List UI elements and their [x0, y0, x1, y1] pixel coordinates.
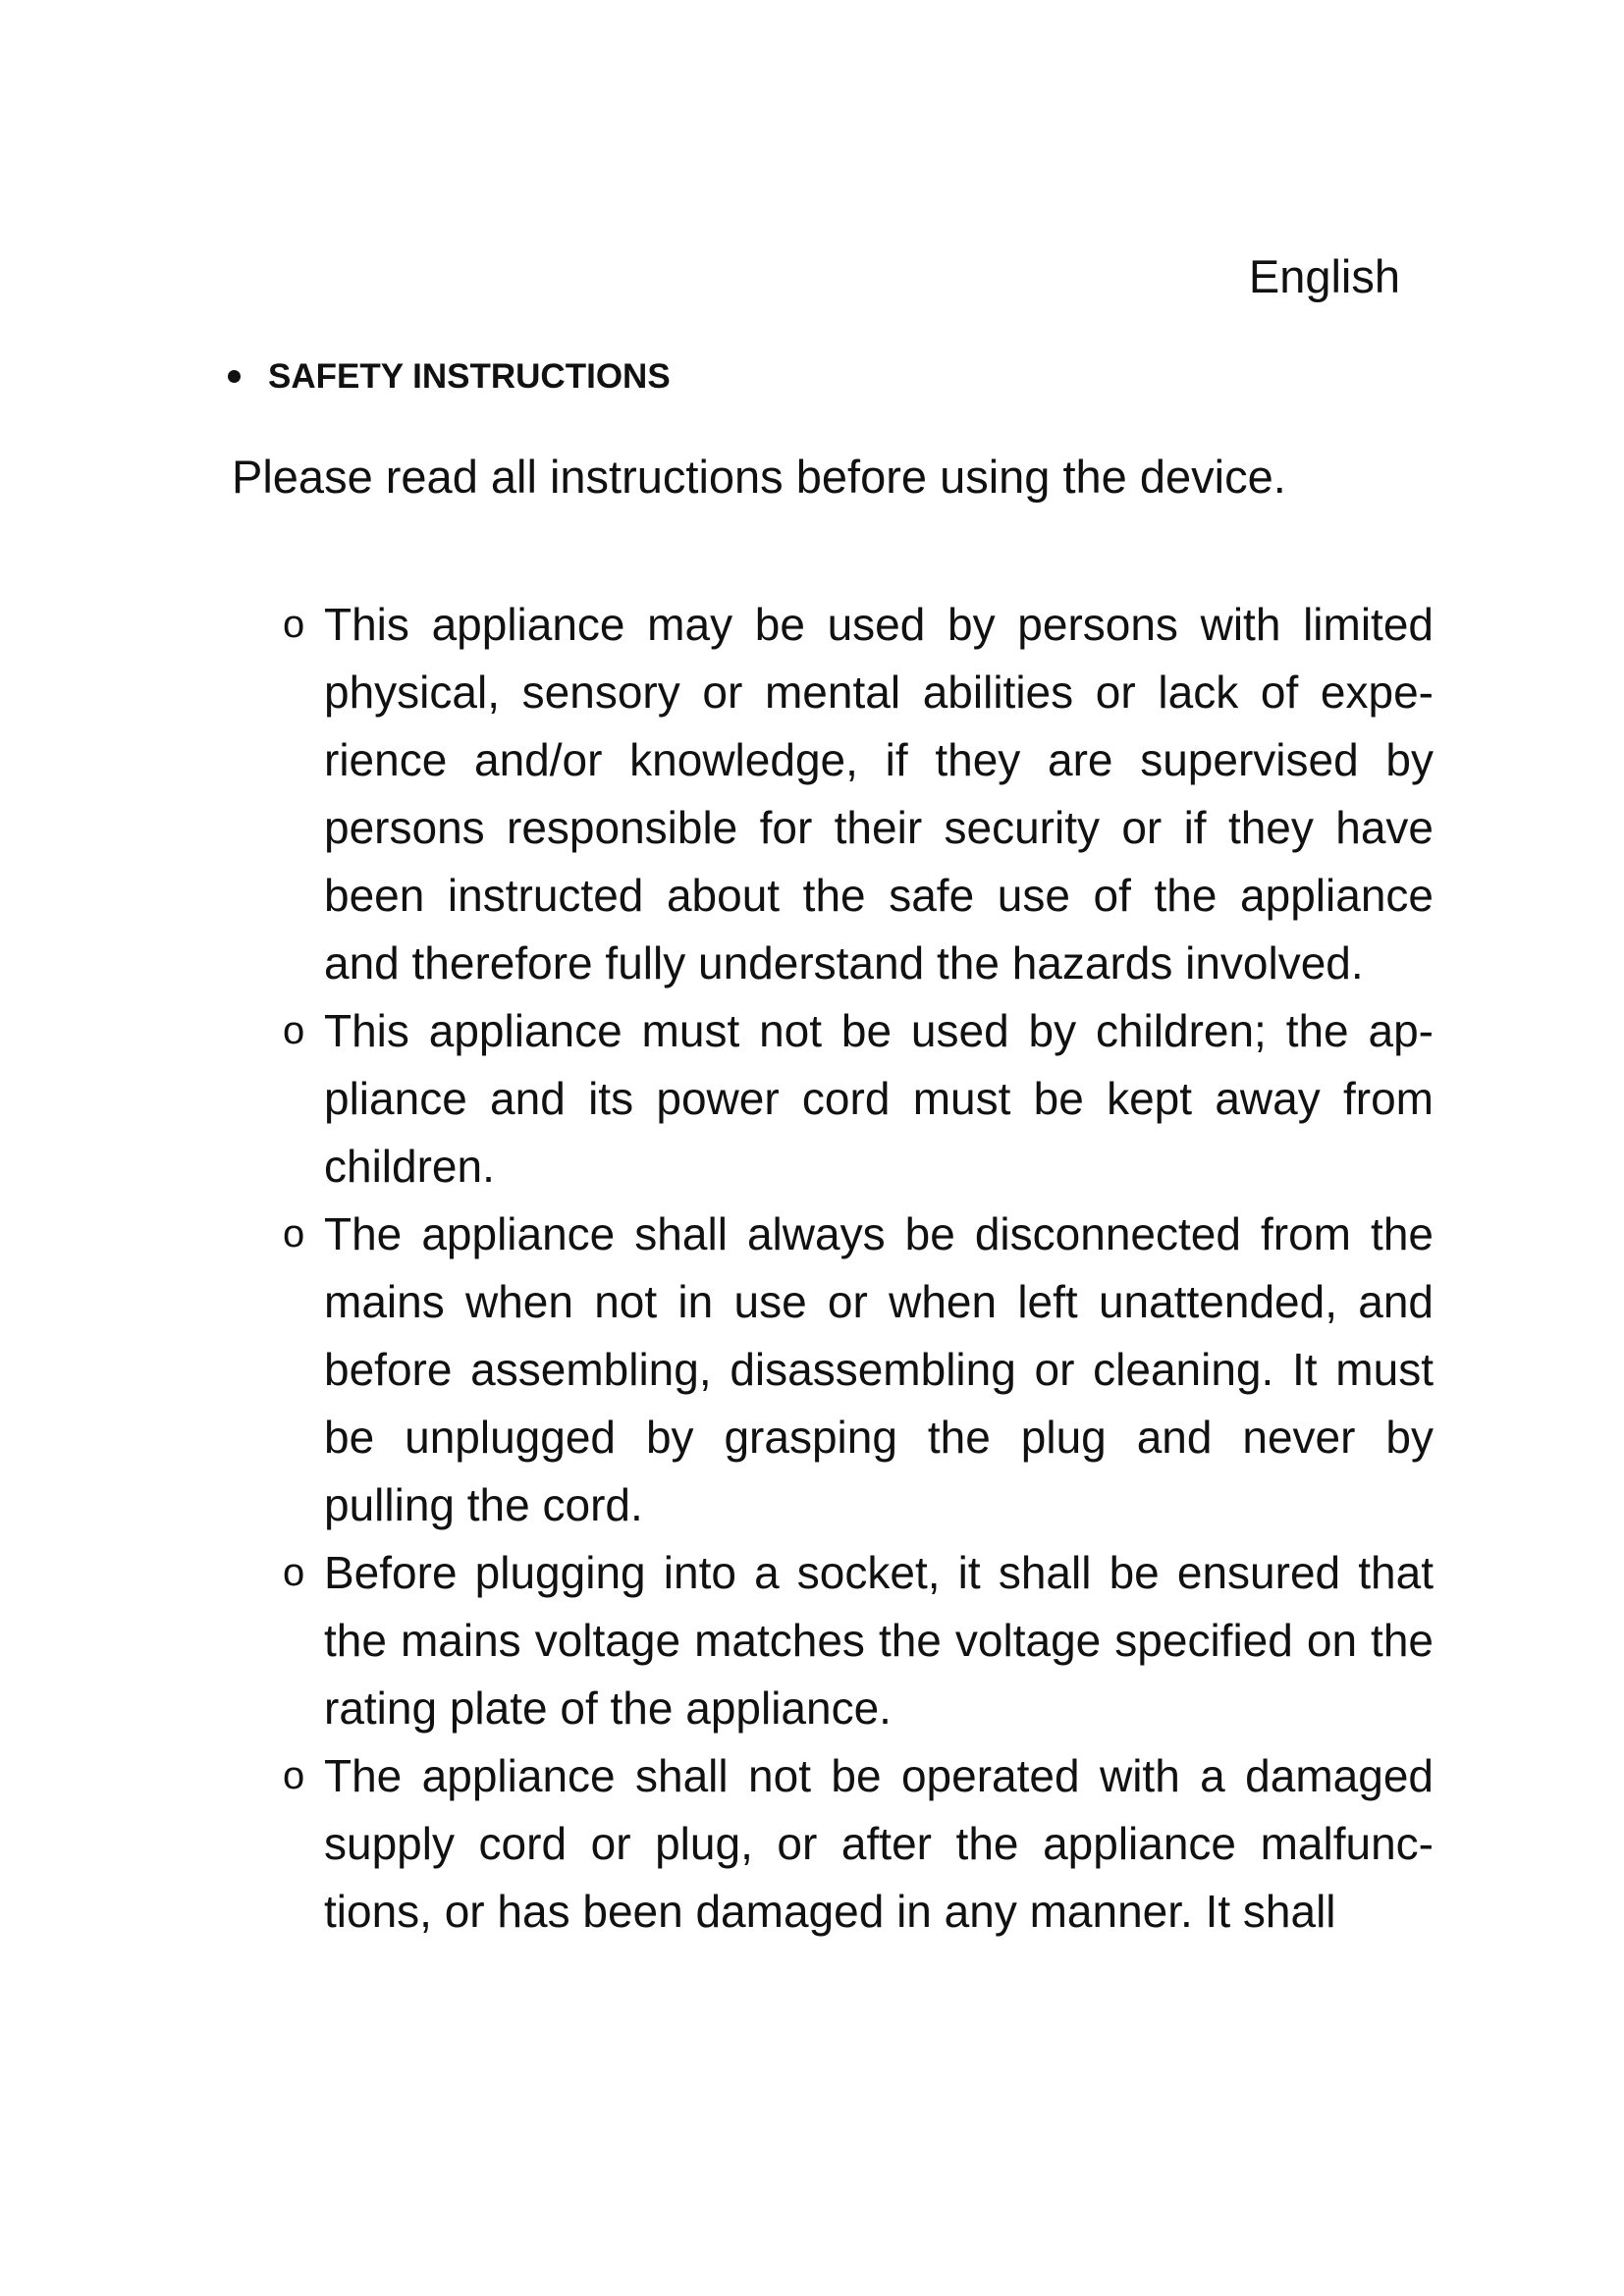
hollow-circle-bullet-icon: o	[283, 603, 305, 646]
list-item	[275, 1742, 1434, 1946]
list-item-text: Before plugging into a socket, it shall be ensured that the mains voltage matches the voltage specified on the rating plate of the appliance.	[324, 1547, 1434, 1734]
list-item	[275, 591, 1434, 997]
list-item-text: This appliance may be used by persons with limited physical, sensory or mental abilities or lack of experience and/or knowledge, if they are supervised by persons responsible for their security or if they have been instructed about the safe use of the appliance and therefore fully understand the hazards involved.	[324, 599, 1434, 988]
hollow-circle-bullet-icon: o	[283, 1551, 305, 1594]
list-item-text: This appliance must not be used by children; the appliance and its power cord must be kept away from children.	[324, 1005, 1434, 1192]
section-heading-text: SAFETY INSTRUCTIONS	[268, 357, 671, 396]
language-label: English	[1248, 250, 1400, 302]
list-item-text: The appliance shall not be operated with a damaged supply cord or plug, or after the appliance malfunctions, or has been damaged in any manner. It shall	[324, 1750, 1434, 1937]
intro-text: Please read all instructions before using the device.	[232, 451, 1286, 503]
section-heading	[228, 359, 671, 394]
hollow-circle-bullet-icon: o	[283, 1212, 305, 1255]
list-item	[275, 997, 1434, 1201]
safety-instructions-list	[275, 591, 1434, 1946]
hollow-circle-bullet-icon: o	[283, 1009, 305, 1052]
list-item	[275, 1539, 1434, 1742]
list-item	[275, 1201, 1434, 1539]
filled-circle-bullet-icon	[228, 370, 241, 383]
hollow-circle-bullet-icon: o	[283, 1754, 305, 1797]
list-item-text: The appliance shall always be disconnected from the mains when not in use or when left unattended, and before assembling, disassembling or cleaning. It must be unplugged by grasping the plug and never by pulling the cord.	[324, 1208, 1434, 1530]
